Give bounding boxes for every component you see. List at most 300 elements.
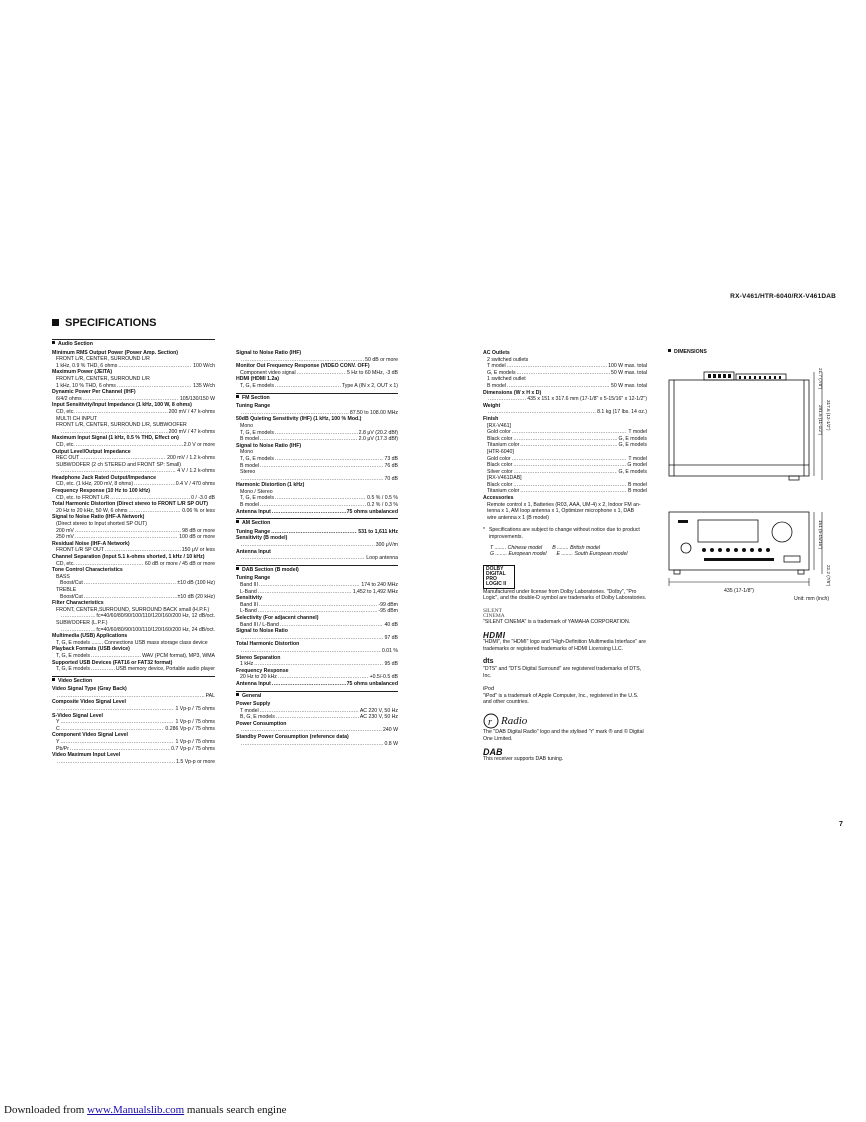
spec-text: SUBWOOFER (L.P.F.): [56, 619, 108, 626]
section-heading-text: General: [242, 692, 262, 699]
spec-value: 2.0 V or more: [183, 441, 215, 448]
leader-dots: [513, 436, 617, 443]
spec-value: 8.1 kg (17 lbs. 14 oz.): [597, 409, 647, 416]
front-buttons: [678, 520, 774, 561]
legend-t: T ........ Chinese model: [490, 544, 543, 551]
silent-cinema-logo-icon: SILENT CINEMA: [483, 608, 505, 619]
spec-value: 60 dB or more / 45 dB or more: [144, 560, 215, 567]
spec-text: SUBWOOFER (2 ch STEREO and FRONT SP: Small): [56, 461, 182, 468]
spec-label: 250 mV: [56, 534, 74, 541]
leader-dots: [488, 396, 526, 403]
height-dimension-2: 317.6 (12-1/2"): [826, 400, 831, 431]
leader-dots: [91, 666, 115, 673]
leader-dots: [275, 456, 383, 463]
spec-text: FRONT L/R, CENTER, SURROUND L/R: [56, 375, 150, 382]
spec-row: [483, 429, 647, 436]
spec-label: 20 Hz to 20 kHz: [240, 674, 277, 681]
spec-row: [483, 370, 647, 377]
spec-label: FRONT L/R SP OUT: [56, 547, 104, 554]
leader-dots: [57, 693, 205, 700]
spec-value: 105/130/150 W: [179, 395, 215, 402]
spec-value: fc=40/60/80/90/100/110/120/160/200 Hz, 24 dB/oct.: [96, 626, 215, 633]
spec-value: 1 Vp-p / 75 ohms: [175, 706, 215, 713]
spec-value: 97 dB: [384, 634, 398, 641]
spec-label: CD, etc.: [56, 408, 75, 415]
spec-row: [236, 383, 398, 390]
spec-value: 50 W max. total: [610, 382, 647, 389]
height-dimension-5: 22.2 (7/8"): [826, 565, 831, 587]
hdmi-text: "HDMI", the "HDMI" logo and "High-Definition Multimedia Interface" are trademarks or registered trademarks of HDMI Licensing LLC.: [483, 639, 646, 652]
spec-row: [483, 396, 647, 403]
square-bullet-icon: [668, 349, 671, 352]
spec-label: Tuning Range: [236, 528, 271, 535]
spec-value: 0.4 V / 470 ohms: [175, 481, 215, 488]
spec-value: 435 x 151 x 317.6 mm (17-1/8" x 5-15/16" x 12-1/2"): [527, 396, 647, 403]
spec-value: G, E models: [618, 442, 647, 449]
hdmi-trademark: [483, 630, 647, 653]
spec-value: PAL: [205, 692, 215, 699]
spec-label: 1 kHz: [240, 661, 254, 668]
spec-heading: 50dB Quieting Sensitivity (IHF) (1 kHz, 100 % Mod.): [236, 416, 362, 423]
spec-row: [52, 409, 215, 416]
leader-dots: [271, 529, 357, 536]
spec-value: 135 W/ch: [193, 382, 215, 389]
radio-text: The "DAB Digital Radio" logo and the stylised "r" mark ® and © Digital One Limited.: [483, 728, 644, 742]
spec-value: 5 Hz to 60 MHz, -3 dB: [346, 369, 398, 376]
unit-label: Unit: mm (inch): [794, 596, 830, 602]
spec-heading: Frequency Response: [236, 667, 289, 674]
spec-row: [236, 456, 398, 463]
spec-value: 95 dB: [384, 661, 398, 668]
spec-row: [52, 561, 215, 568]
spec-heading: Multimedia (USB) Applications: [52, 633, 128, 640]
spec-label: B model: [240, 462, 260, 469]
spec-value: AC 230 V, 50 Hz: [359, 714, 398, 721]
section-heading: [52, 676, 215, 685]
spec-heading: Sensitivity: [236, 595, 262, 602]
spec-value: T model: [628, 429, 647, 436]
spec-heading: Headphone Jack Rated Output/Impedance: [52, 474, 157, 481]
spec-value: 0.2 % / 0.3 %: [367, 502, 398, 509]
leader-dots: [297, 370, 346, 377]
radio-trademark: [483, 713, 647, 742]
leader-dots: [259, 582, 360, 589]
spec-heading: Supported USB Devices (FAT16 or FAT32 format): [52, 659, 173, 666]
leader-dots: [513, 462, 626, 469]
spec-value: 200 mV / 47 k-ohms: [168, 428, 215, 435]
leader-dots: [241, 648, 381, 655]
spec-heading: Maximum Input Signal (1 kHz, 0.5 % THD, Effect on): [52, 435, 179, 442]
spec-heading: HDMI (HDMI 1.2a): [236, 376, 279, 383]
section-heading-text: Audio Section: [58, 341, 93, 347]
dab-logo-icon: DAB: [483, 747, 503, 758]
spec-text: FRONT L/R, CENTER, SURROUND L/R: [56, 356, 150, 363]
spec-row: [236, 430, 398, 437]
dimensions-title: DIMENSIONS: [668, 349, 707, 355]
dab-trademark: [483, 749, 647, 762]
spec-row: [236, 681, 398, 688]
spec-text: 1 switched outlet: [487, 376, 526, 383]
spec-label: Silver color: [487, 468, 513, 475]
width-dimension-label: 435 (17-1/8"): [723, 588, 755, 594]
section-heading-text: AM Section: [242, 520, 271, 527]
leader-dots: [258, 608, 378, 615]
spec-row: [52, 442, 215, 449]
spec-value: 73 dB: [384, 455, 398, 462]
spec-row: [236, 463, 398, 470]
spec-row: [483, 383, 647, 390]
spec-label: Band III: [240, 601, 258, 608]
spec-heading: Monitor Out Frequency Response (VIDEO CONV. OFF): [236, 363, 370, 370]
spec-heading: Video Maximum Input Level: [52, 752, 121, 759]
leader-dots: [488, 409, 596, 416]
spec-row: [236, 608, 398, 615]
spec-label: REC OUT: [56, 455, 80, 462]
spec-heading: Power Consumption: [236, 720, 287, 727]
spec-value: B model: [627, 488, 647, 495]
spec-row: [52, 594, 215, 601]
spec-row: [52, 547, 215, 554]
spec-text: FRONT, CENTER,SURROUND, SURROUND BACK small (H.P.F.): [56, 606, 210, 613]
spec-label: T model: [240, 707, 259, 714]
spec-text: [HTR-6040]: [487, 448, 514, 455]
spec-value: 531 to 1,611 kHz: [358, 528, 398, 535]
spec-value: G model: [627, 462, 647, 469]
spec-heading: Signal to Noise Ratio (IHF): [236, 350, 302, 356]
spec-heading: Output Level/Output Impedance: [52, 448, 131, 455]
spec-label: Gold color: [487, 429, 511, 436]
spec-value: 240 W: [383, 727, 398, 734]
spec-label: Antenna Input: [236, 680, 271, 687]
leader-dots: [61, 726, 165, 733]
spec-heading: Total Harmonic Distortion (Direct stereo to FRONT L/R SP OUT): [52, 501, 209, 508]
spec-text: tenna x 1, AM loop antenna x 1, Optimizer microphone x 1, DAB: [487, 508, 635, 515]
spec-label: Titanium color: [487, 442, 520, 449]
spec-value: T model: [628, 455, 647, 462]
spec-heading: Antenna Input: [236, 548, 271, 555]
leader-dots: [61, 429, 168, 436]
leader-dots: [258, 589, 352, 596]
leader-dots: [70, 746, 170, 753]
spec-heading: Harmonic Distortion (1 kHz): [236, 482, 305, 489]
spec-label: 6/4/2 ohms: [56, 395, 82, 402]
spec-value: 50 dB or more: [365, 356, 398, 363]
spec-row: [52, 627, 215, 634]
leader-dots: [61, 468, 176, 475]
leader-dots: [91, 653, 141, 660]
spec-value: 1 Vp-p / 75 ohms: [175, 739, 215, 746]
spec-label: T model: [487, 363, 506, 370]
spec-row: [52, 495, 215, 502]
spec-label: C: [56, 725, 60, 732]
dolby-trademark: [483, 565, 647, 602]
spec-heading: AC Outlets: [483, 350, 510, 356]
spec-row: [236, 714, 398, 721]
section-heading: [236, 565, 398, 574]
spec-text: T, G, E models ........ Connections USB mass storage class device: [56, 639, 208, 646]
spec-label: L-Band: [240, 608, 257, 615]
spec-row: [52, 613, 215, 620]
spec-heading: Video Signal Type (Gray Back): [52, 686, 127, 693]
spec-row: [236, 476, 398, 483]
leader-dots: [275, 430, 358, 437]
spec-heading: Selectivity (For adjacent channel): [236, 614, 319, 621]
spec-heading: Filter Characteristics: [52, 600, 104, 607]
spec-value: 100 W max. total: [608, 363, 647, 370]
spec-heading: Weight: [483, 402, 501, 409]
spec-row: [52, 653, 215, 660]
spec-row: [236, 635, 398, 642]
spec-value: B model: [627, 481, 647, 488]
spec-row: [52, 383, 215, 390]
spec-heading: Accessories: [483, 495, 514, 502]
spec-value: 0 / -3.0 dB: [191, 494, 215, 501]
height-dimension-1: 21.7 (7/8"): [818, 368, 823, 390]
spec-heading: Signal to Noise Ratio (IHF-A Network): [52, 514, 145, 521]
square-bullet-icon: [236, 395, 239, 398]
spec-value: 100 W/ch: [193, 362, 215, 369]
leader-dots: [57, 759, 175, 766]
spec-text: Remote control x 1, Batteries (R03, AAA, UM-4) x 2, Indoor FM an-: [487, 501, 641, 508]
spec-label: Black color: [487, 481, 513, 488]
leader-dots: [272, 681, 346, 688]
spec-value: 76 dB: [384, 462, 398, 469]
ipod-logo-icon: iPod: [483, 686, 495, 693]
spec-heading: Dynamic Power Per Channel (IHF): [52, 389, 136, 396]
spec-label: CD, etc. to FRONT L/R: [56, 494, 110, 501]
spec-heading: Residual Noise (IHF-A Network): [52, 540, 130, 547]
spec-value: 75 ohms unbalanced: [346, 680, 398, 687]
leader-dots: [84, 580, 176, 587]
spec-label: Pb/Pr: [56, 745, 69, 752]
leader-dots: [272, 509, 346, 516]
leader-dots: [241, 555, 365, 562]
spec-value: ±10 dB (20 kHz): [177, 593, 215, 600]
spec-text: Mono: [240, 422, 253, 429]
square-bullet-icon: [52, 341, 55, 344]
spec-heading: Maximum Power (JEITA): [52, 369, 113, 376]
spec-value: 0.8 W: [384, 740, 398, 747]
page-title: SPECIFICATIONS: [52, 317, 156, 329]
leader-dots: [84, 594, 177, 601]
leader-dots: [83, 396, 179, 403]
ipod-text: "iPod" is a trademark of Apple Computer, Inc., registered in the U.S. and other countries.: [483, 692, 639, 706]
spec-value: 40 dB: [384, 621, 398, 628]
leader-dots: [260, 463, 383, 470]
spec-row: [483, 456, 647, 463]
spec-row: [236, 674, 398, 681]
spec-value: 174 to 240 MHz: [361, 582, 398, 588]
spec-label: 1 kHz, 10 % THD, 6 ohms: [56, 382, 116, 389]
spec-heading: Component Video Signal Level: [52, 732, 128, 739]
leader-dots: [276, 714, 359, 721]
leader-dots: [514, 469, 618, 476]
leader-dots: [241, 357, 364, 364]
spec-row: [236, 582, 398, 589]
leader-dots: [507, 383, 610, 390]
spec-heading: Signal to Noise Ratio: [236, 628, 288, 635]
dab-text: This receiver supports DAB tuning.: [483, 755, 564, 762]
digital-radio-logo-icon: r Radio: [483, 713, 647, 729]
spec-label: B, G, E models: [240, 714, 275, 721]
spec-row: [236, 410, 398, 417]
leader-dots: [278, 674, 369, 681]
spec-value: 2.8 μV (20.2 dBf): [358, 429, 398, 436]
spec-row: [483, 436, 647, 443]
spec-label: B model: [487, 382, 507, 389]
leader-dots: [260, 708, 359, 715]
title-square-icon: [52, 319, 59, 326]
leader-dots: [61, 613, 95, 620]
hdmi-logo-icon: HDMI: [483, 630, 506, 640]
spec-heading: Tuning Range: [236, 403, 271, 410]
leader-dots: [76, 561, 144, 568]
spec-row: [52, 706, 215, 713]
dimensions-drawing: [664, 360, 834, 600]
leader-dots: [241, 542, 375, 549]
spec-text: MULTI CH INPUT: [56, 415, 98, 422]
leader-dots: [76, 442, 183, 449]
spec-heading: Composite Video Signal Level: [52, 699, 126, 706]
spec-heading: Frequency Response (10 Hz to 100 kHz): [52, 488, 151, 495]
spec-row: [236, 502, 398, 509]
spec-value: 4 V / 1.2 k-ohms: [177, 468, 215, 475]
spec-label: Y: [56, 719, 60, 726]
spec-row: [52, 746, 215, 753]
spec-row: [236, 589, 398, 596]
spec-heading: S-Video Signal Level: [52, 712, 103, 719]
spec-row: [52, 580, 215, 587]
spec-heading: Tuning Range: [236, 575, 271, 582]
spec-heading: Signal to Noise Ratio (IHF): [236, 442, 302, 449]
spec-value: 0.7 Vp-p / 75 ohms: [171, 745, 215, 752]
spec-value: 150 μV or less: [181, 547, 215, 554]
spec-value: USB memory device, Portable audio player: [115, 666, 215, 673]
spec-value: 75 ohms unbalanced: [346, 508, 398, 515]
leader-dots: [118, 363, 192, 370]
legend-b: B ........ British model: [552, 544, 601, 551]
spec-row: [236, 555, 398, 562]
spec-column-1: [52, 336, 215, 765]
spec-row: [52, 528, 215, 535]
square-bullet-icon: [52, 678, 55, 681]
spec-row: [52, 468, 215, 475]
dts-logo-icon: dts: [483, 658, 494, 666]
spec-value: 50 W max. total: [610, 369, 647, 376]
section-heading: [236, 518, 398, 527]
spec-text: wire antenna x 1 (B model): [487, 514, 549, 521]
spec-value: 200 mV / 47 k-ohms: [168, 408, 215, 415]
spec-text: Mono / Stereo: [240, 488, 273, 495]
spec-label: Band III: [240, 582, 258, 588]
spec-row: [236, 370, 398, 377]
spec-heading: Power Supply: [236, 701, 271, 708]
spec-row: [52, 396, 215, 403]
top-connectors: [708, 374, 781, 379]
leader-dots: [105, 547, 181, 554]
leader-dots: [520, 442, 617, 449]
spec-heading: Dimensions (W x H x D): [483, 389, 542, 396]
leader-dots: [275, 383, 341, 390]
spec-row: [483, 488, 647, 495]
spec-value: fc=40/60/80/90/100/110/120/160/200 Hz, 12 dB/oct.: [96, 613, 215, 620]
spec-row: [236, 661, 398, 668]
spec-row: [236, 436, 398, 443]
manualslib-link[interactable]: www.Manualslib.com: [87, 1104, 185, 1116]
square-bullet-icon: [236, 520, 239, 523]
spec-heading: Total Harmonic Distortion: [236, 641, 300, 648]
spec-text: (Direct stereo to Input shorted SP OUT): [56, 521, 148, 528]
spec-row: [236, 602, 398, 609]
spec-text: 2 switched outlets: [487, 356, 529, 363]
spec-label: 200 mV: [56, 527, 74, 534]
spec-row: [52, 429, 215, 436]
leader-dots: [76, 409, 168, 416]
spec-row: [52, 666, 215, 673]
spec-label: CD, etc.: [56, 560, 75, 567]
spec-row: [236, 727, 398, 734]
spec-value: 100 dB or more: [179, 534, 215, 541]
model-header: RX-V461/HTR-6040/RX-V461DAB: [730, 293, 836, 300]
legend-g: G ........ European model: [490, 551, 547, 558]
spec-list-col3: [483, 350, 647, 521]
spec-value: 200 mV / 1.2 k-ohms: [167, 455, 215, 462]
spec-row: [52, 455, 215, 462]
spec-row: [52, 759, 215, 766]
spec-value: 0.286 Vp-p / 75 ohms: [165, 725, 215, 732]
leader-dots: [134, 481, 175, 488]
page-number: 7: [839, 821, 843, 828]
spec-label: L-Band: [240, 588, 257, 595]
leader-dots: [507, 363, 607, 370]
spec-value: 2.0 μV (17.3 dBf): [358, 436, 398, 443]
spec-row: [236, 648, 398, 655]
spec-row: [52, 481, 215, 488]
leader-dots: [129, 508, 182, 515]
square-bullet-icon: [236, 693, 239, 696]
bullet-icon: *: [483, 527, 486, 534]
leader-dots: [61, 627, 95, 634]
top-view: [669, 372, 809, 480]
leader-dots: [241, 410, 349, 417]
spec-heading: Input Sensitivity/Input Impedance (1 kHz, 100 W, 8 ohms): [52, 402, 192, 409]
spec-row: [483, 462, 647, 469]
leader-dots: [80, 455, 166, 462]
spec-row: [236, 509, 398, 516]
radio-r-icon: [483, 713, 499, 729]
spec-value: 0.06 % or less: [182, 507, 215, 514]
spec-label: Boost/Cut: [60, 593, 83, 600]
spec-label: T, G, E models: [56, 666, 91, 673]
spec-label: B model: [240, 436, 260, 443]
height-dimension-4: 151 (5-15/16"): [818, 520, 823, 550]
section-heading-text: FM Section: [242, 394, 270, 401]
spec-text: FRONT L/R, CENTER, SURROUND L/R, SUBWOOFER: [56, 422, 187, 429]
leader-dots: [517, 370, 610, 377]
spec-row: [236, 495, 398, 502]
spec-column-3: [483, 350, 647, 762]
spec-value: 300 μV/m: [375, 542, 398, 549]
spec-label: G, E models: [487, 369, 516, 376]
spec-label: T, G, E models: [240, 429, 275, 436]
spec-row: [483, 469, 647, 476]
spec-heading: Sensitivity (B model): [236, 535, 288, 542]
spec-label: Titanium color: [487, 488, 520, 495]
spec-text: Mono: [240, 449, 253, 456]
leader-dots: [60, 719, 174, 726]
spec-value: -95 dBm: [378, 608, 398, 615]
spec-label: Black color: [487, 435, 513, 442]
